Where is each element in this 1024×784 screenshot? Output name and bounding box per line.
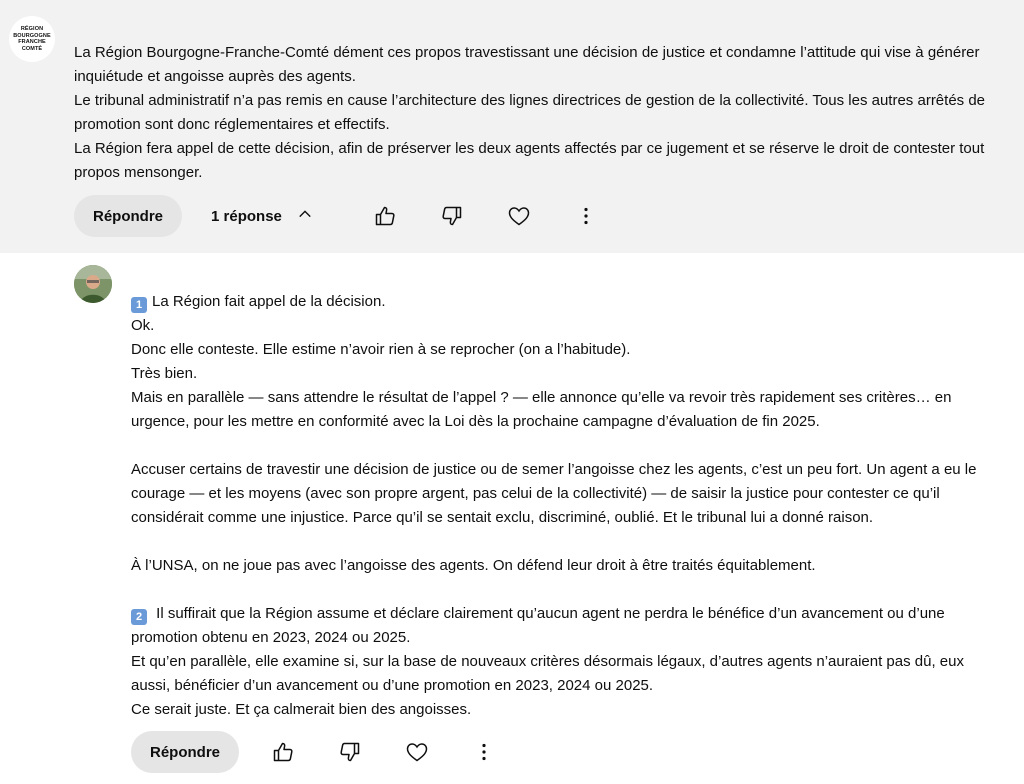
reply-button[interactable]: Répondre (131, 731, 239, 773)
replies-toggle[interactable] (211, 205, 314, 227)
reply-line: 2 Il suffirait que la Région assume et déclare clairement qu’aucun agent ne perdra le bénéfice d’un avancement ou d’une promotion obtenu en 2023, 2024 ou 2025. (131, 605, 949, 646)
reply-line: À l’UNSA, on ne joue pas avec l’angoisse des agents. On défend leur droit à être traités équitablement. (131, 557, 816, 574)
replies-count-label: 1 réponse (211, 207, 282, 225)
reply-line: Donc elle conteste. Elle estime n’avoir rien à se reprocher (on a l’habitude). (131, 341, 631, 358)
top-comment-actions (74, 195, 604, 237)
reply-comment-actions (131, 731, 502, 773)
top-comment-body (74, 41, 994, 185)
heart-icon[interactable] (501, 198, 537, 234)
reply-comment-body (131, 290, 1001, 722)
region-logo-avatar[interactable] (9, 16, 55, 62)
thumb-down-icon[interactable] (332, 734, 368, 770)
reply-line: Ok. (131, 317, 155, 334)
keycap-one-icon: 1 (131, 297, 147, 313)
reply-line: Très bien. (131, 365, 198, 382)
thumb-up-icon[interactable] (367, 198, 403, 234)
comment-paragraph: La Région fera appel de cette décision, afin de préserver les deux agents affectés par ce jugement et se réserve le droit de contester tout propos mensonger. (74, 140, 989, 181)
reply-line: Accuser certains de travestir une décision de justice ou de semer l’angoisse chez les agents, c’est un peu fort. Un agent a eu le courage — et les moyens (avec son propre argent, pas celui de la collectivité) — de saisir la justice pour contester ce qu’il considérait comme une injustice. Parce qu’il se sentait exclu, discriminé, oublié. Et le tribunal lui a donné raison. (131, 461, 981, 526)
reply-line: Et qu’en parallèle, elle examine si, sur la base de nouveaux critères désormais légaux, d’autres agents n’auraient pas dû, eux aussi, bénéficier d’un avancement ou d’une promotion en 2023, 2024 ou 2025. (131, 653, 969, 694)
heart-icon[interactable] (399, 734, 435, 770)
logo-line-1: RÉGION (20, 26, 44, 32)
reply-line: Mais en parallèle — sans attendre le résultat de l’appel ? — elle annonce qu’elle va revoir très rapidement ses critères… en urgence, pour les mettre en conformité avec la Loi dès la prochaine campagne d’évaluation de fin 2025. (131, 389, 956, 430)
user-avatar[interactable] (74, 265, 112, 303)
top-comment (0, 0, 1024, 253)
thumb-down-icon[interactable] (434, 198, 470, 234)
reply-line: 1 La Région fait appel de la décision. (131, 290, 1001, 314)
reply-button[interactable]: Répondre (74, 195, 182, 237)
logo-line-4: COMTÉ (21, 45, 43, 52)
logo-line-3: FRANCHE (18, 39, 46, 45)
more-vert-icon[interactable] (568, 198, 604, 234)
chevron-up-icon (296, 205, 314, 227)
logo-line-2: BOURGOGNE (13, 32, 51, 39)
keycap-two-icon: 2 (131, 609, 147, 625)
comment-paragraph: Le tribunal administratif n’a pas remis en cause l’architecture des lignes directrices de gestion de la collectivité. Tous les autres arrêtés de promotion sont donc réglementaires et effectifs. (74, 92, 990, 133)
more-vert-icon[interactable] (466, 734, 502, 770)
thumb-up-icon[interactable] (265, 734, 301, 770)
reply-line: Ce serait juste. Et ça calmerait bien des angoisses. (131, 701, 472, 718)
comment-paragraph: La Région Bourgogne-Franche-Comté dément ces propos travestissant une décision de justice et condamne l’attitude qui vise à générer inquiétude et angoisse auprès des agents. (74, 44, 984, 85)
